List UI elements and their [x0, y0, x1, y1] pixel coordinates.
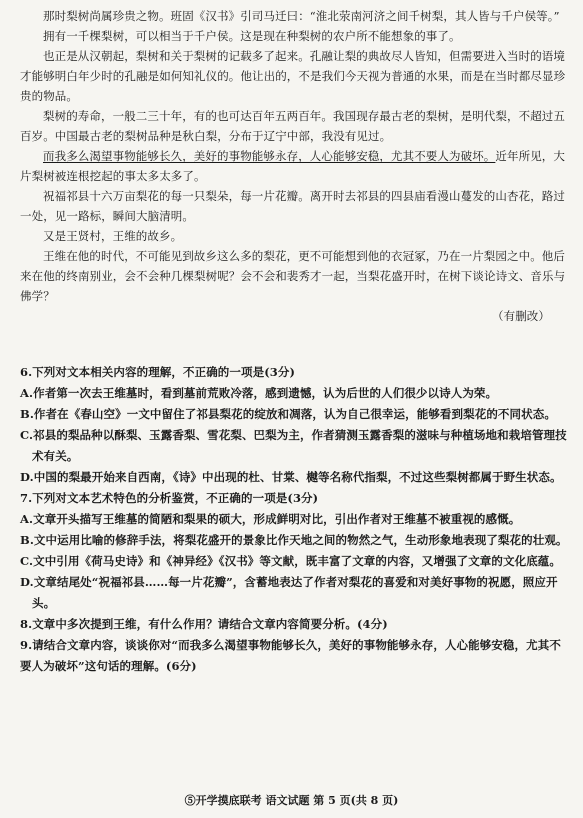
- underlined-key-sentence: 而我多么渴望事物能够长久，美好的事物能够永存，人心能够安稳，尤其不要人为破坏。: [43, 149, 496, 163]
- question-6-stem: 6.下列对文本相关内容的理解，不正确的一项是(3分): [20, 365, 295, 379]
- question-6-option-a: A.作者第一次去王维墓时，看到墓前荒败冷落，感到遗憾，认为后世的人们很少以诗人为荣。: [20, 386, 498, 400]
- passage-paragraph: [20, 146, 568, 186]
- reading-passage: [20, 6, 568, 326]
- question-8: 8.文章中多次提到王维，有什么作用？请结合文章内容简要分析。(4分): [20, 617, 388, 631]
- question-7-stem: 7.下列对文本艺术特色的分析鉴赏，不正确的一项是(3分): [20, 491, 319, 505]
- question-7-option-d: D.文章结尾处“祝福祁县……每一片花瓣”，含蓄地表达了作者对梨花的喜爱和对美好事物的祝愿，照应开头。: [20, 575, 558, 610]
- passage-paragraph: 拥有一千棵梨树，可以相当于千户侯。这是现在种梨树的农户所不能想象的事了。: [43, 29, 461, 43]
- exam-marker: ⑤: [184, 794, 196, 807]
- question-7-option-b: B.文中运用比喻的修辞手法，将梨花盛开的景象比作天地之间的物然之气，生动形象地表现了梨花的壮观。: [20, 533, 568, 547]
- question-9: 9.请结合文章内容，谈谈你对“而我多么渴望事物能够长久，美好的事物能够永存，人心能够安稳，尤其不要人为破坏”这句话的理解。(6分): [20, 638, 561, 673]
- page-footer: [0, 792, 583, 808]
- question-6-option-d: D.中国的梨最开始来自西南，《诗》中出现的杜、甘棠、樾等名称代指梨，不过这些梨树都属于野生状态。: [20, 470, 562, 484]
- footer-text: 开学摸底联考 语文试题 第 5 页(共 8 页): [195, 794, 399, 807]
- passage-paragraph: 王维在他的时代，不可能见到故乡这么多的梨花，更不可能想到他的衣冠冢，乃在一片梨园之中。他后来在他的终南别业，会不会种几棵梨树呢？会不会和裴秀才一起，当梨花盛开时，在树下谈论诗文、音乐与佛学？: [20, 249, 566, 303]
- passage-paragraph: 也正是从汉朝起，梨树和关于梨树的记载多了起来。孔融让梨的典故尽人皆知，但需要进入当时的语境才能够明白年少时的孔融是如何知礼仪的。他让出的，不是我们今天视为普通的水果，而是在当时都尽显珍贵的物品。: [20, 49, 566, 103]
- passage-paragraph: 又是王贤村，王维的故乡。: [43, 229, 183, 243]
- question-7-option-a: A.文章开头描写王维墓的简陋和梨果的硕大，形成鲜明对比，引出作者对王维墓不被重视的感慨。: [20, 512, 521, 526]
- questions-section: [20, 362, 568, 677]
- source-note: （有删改）: [492, 309, 550, 323]
- passage-paragraph: 祝福祁县十六万亩梨花的每一只梨朵，每一片花瓣。离开时去祁县的四县庙看漫山蔓发的山杏花，路过一处，见一路标，瞬间大脑清明。: [20, 189, 565, 223]
- passage-paragraph: 那时梨树尚属珍贵之物。班固《汉书》引司马迁曰：“淮北荥南河济之间千树梨，其人皆与千户侯等。”: [43, 9, 560, 23]
- question-6-option-b: B.作者在《春山空》一文中留住了祁县梨花的绽放和凋落，认为自己很幸运，能够看到梨花的不同状态。: [20, 407, 556, 421]
- question-6-option-c: C.祁县的梨品种以酥梨、玉露香梨、雪花梨、巴梨为主，作者猜测玉露香梨的滋味与种植场地和栽培管理技术有关。: [20, 428, 567, 463]
- question-7-option-c: C.文中引用《荷马史诗》和《神异经》《汉书》等文献，既丰富了文章的内容，又增强了文章的文化底蕴。: [20, 554, 561, 568]
- passage-paragraph: 梨树的寿命，一般二三十年，有的也可达百年五两百年。我国现存最古老的梨树，是明代梨，不超过五百岁。中国最古老的梨树品种是秋白梨，分布于辽宁中部，我没有见过。: [20, 109, 565, 143]
- passage-sentence: 近年所见，大片梨树被连根挖起的事太多太多了。: [20, 149, 566, 183]
